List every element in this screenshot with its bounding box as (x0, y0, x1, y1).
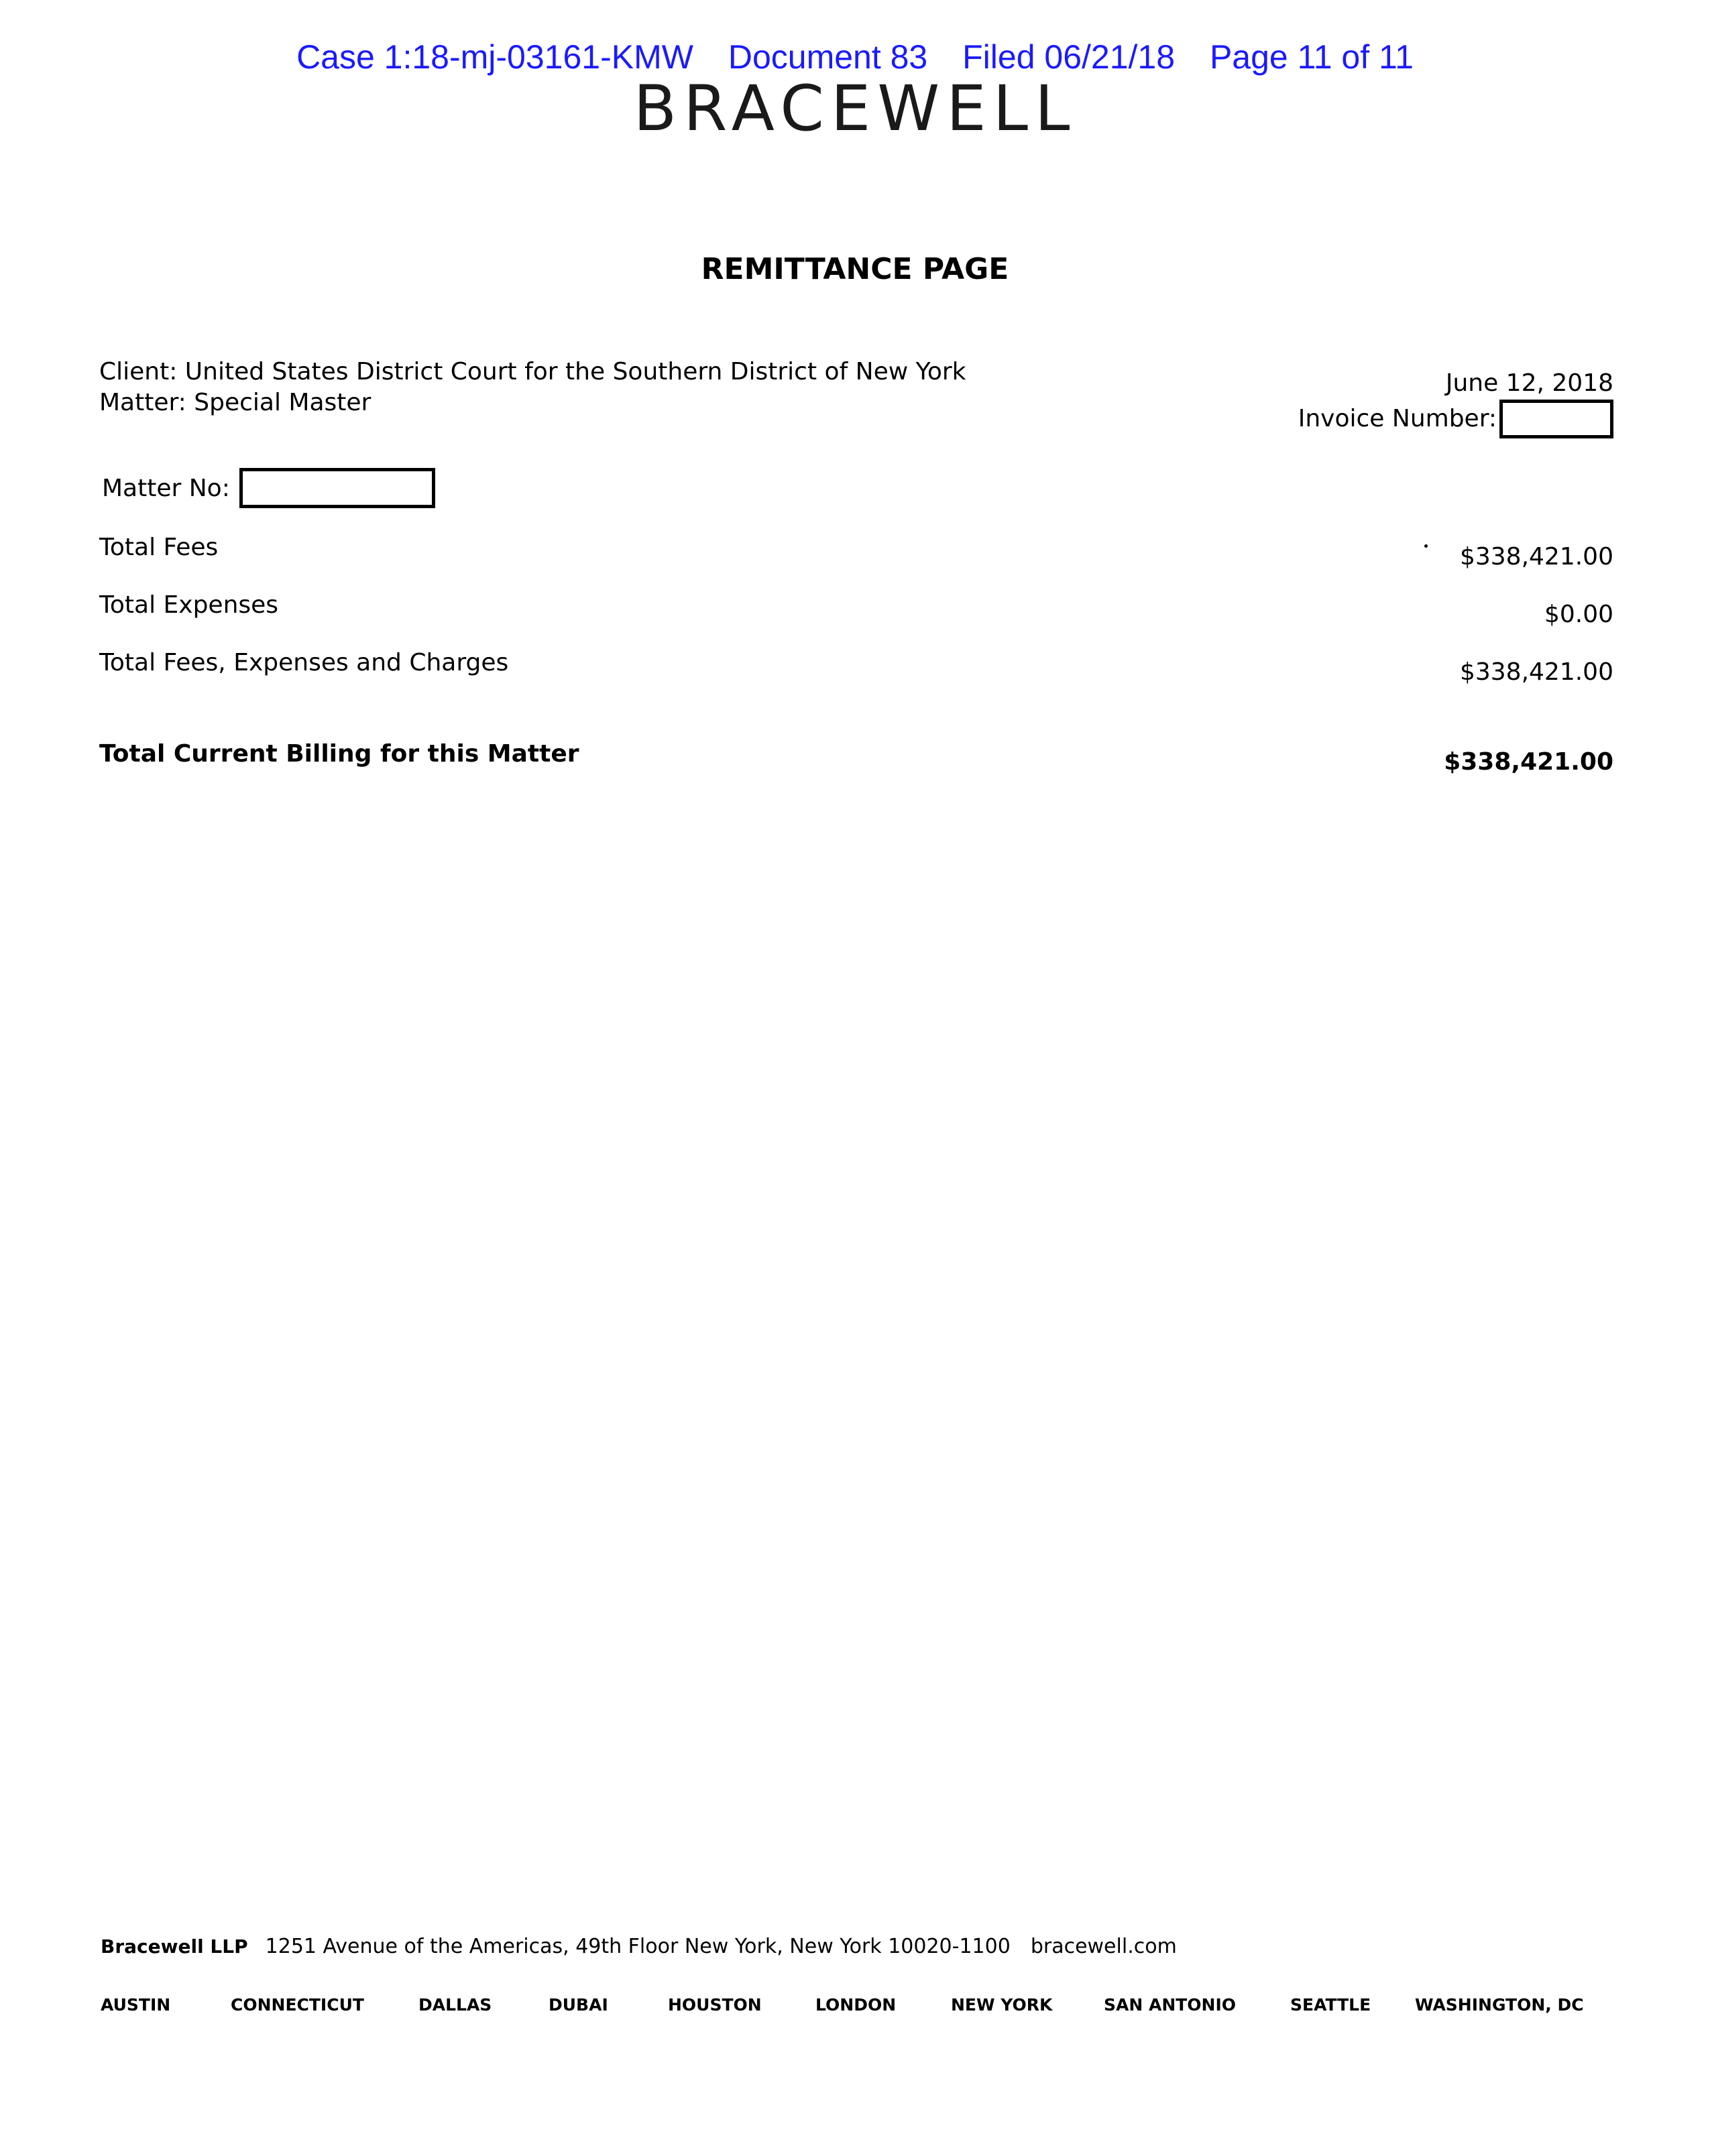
invoice-number-line (1298, 400, 1613, 438)
row-amount: $338,421.00 (1459, 658, 1613, 686)
office-san-antonio: SAN ANTONIO (1104, 1995, 1237, 2015)
footer-street-address: 1251 Avenue of the Americas, 49th Floor New York, New York 10020-1100 (265, 1935, 1011, 1958)
row-amount: $338,421.00 (1459, 543, 1613, 571)
footer-website: bracewell.com (1030, 1935, 1177, 1958)
row-amount: $338,421.00 (1444, 748, 1613, 776)
office-connecticut: CONNECTICUT (231, 1995, 364, 2015)
row-label: Total Current Billing for this Matter (99, 740, 579, 768)
filed-date: Filed 06/21/18 (962, 38, 1176, 76)
bracewell-logo: BRACEWELL (633, 72, 1077, 145)
office-washington-dc: WASHINGTON, DC (1415, 1995, 1584, 2015)
page-title: REMITTANCE PAGE (701, 252, 1009, 286)
row-label: Total Fees (99, 534, 219, 561)
row-amount: $0.00 (1544, 601, 1613, 628)
office-new-york: NEW YORK (951, 1995, 1053, 2015)
matter-line: Matter: Special Master (99, 389, 372, 416)
office-dallas: DALLAS (418, 1995, 492, 2015)
stray-mark (1424, 544, 1428, 548)
office-houston: HOUSTON (668, 1995, 762, 2015)
matter-number-redaction (239, 468, 435, 508)
row-label: Total Fees, Expenses and Charges (99, 649, 509, 676)
office-london: LONDON (815, 1995, 897, 2015)
footer-address (101, 1935, 1177, 1958)
invoice-number-redaction (1499, 400, 1613, 438)
client-line: Client: United States District Court for the Southern District of New York (99, 358, 966, 385)
office-austin: AUSTIN (101, 1995, 171, 2015)
row-label: Total Expenses (99, 591, 279, 619)
court-filing-header (0, 38, 1710, 76)
case-number: Case 1:18-mj-03161-KMW (296, 38, 693, 76)
invoice-date: June 12, 2018 (1445, 369, 1613, 397)
matter-number-label: Matter No: (102, 474, 230, 502)
invoice-number-label: Invoice Number: (1298, 405, 1497, 432)
page-indicator: Page 11 of 11 (1209, 38, 1414, 76)
office-dubai: DUBAI (549, 1995, 608, 2015)
invoice-info (1298, 367, 1613, 438)
office-seattle: SEATTLE (1290, 1995, 1371, 2015)
document-number: Document 83 (728, 38, 928, 76)
footer-firm-name: Bracewell LLP (101, 1935, 248, 1958)
matter-number-line (102, 468, 435, 508)
client-info (99, 357, 966, 418)
